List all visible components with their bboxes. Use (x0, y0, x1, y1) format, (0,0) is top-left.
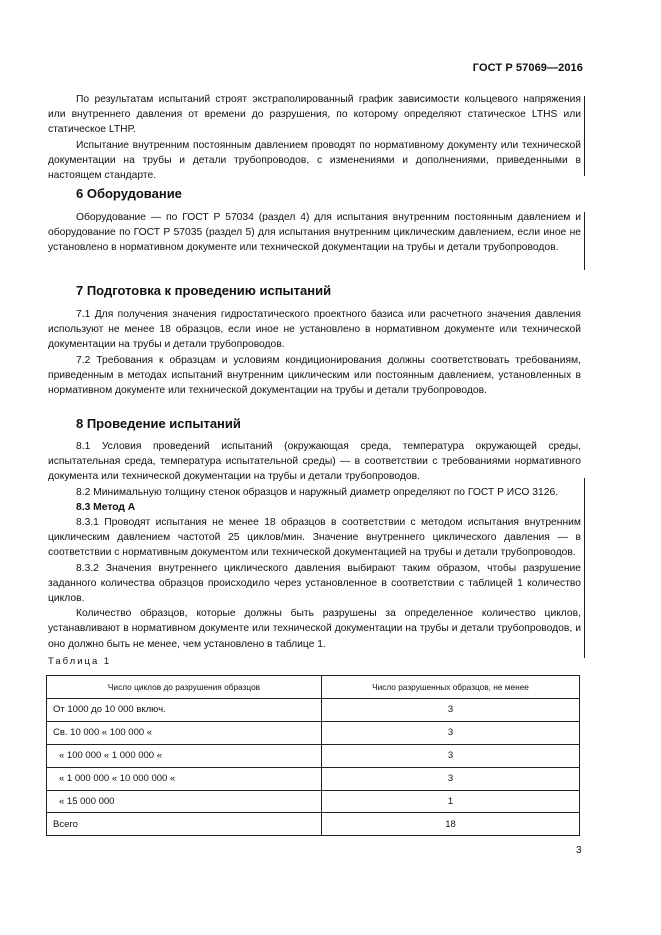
paragraph: 8.3.2 Значения внутреннего циклического давления выбирают таким образом, чтобы разрушение заданного количества образцов происходило через установленное в соответствии с таблицей 1 количество циклов. (48, 562, 581, 605)
paragraph: Количество образцов, которые должны быть разрушены за определенное количество циклов, устанавливают в нормативном документе или технической документации на трубы и детали трубопроводов, и оно должно быть не менее, чем установлено в таблице 1. (48, 608, 581, 650)
column-header: Число циклов до разрушения образцов (47, 676, 322, 699)
table-1 (46, 675, 580, 836)
table-row (47, 767, 580, 790)
samples-cell: 3 (322, 699, 580, 722)
table-header-row (47, 676, 580, 699)
paragraph: 8.1 Условия проведений испытаний (окружающая среда, температура окружающей среды, испытательная среда, температура испытательной среды) — в соответствии с требованиями нормативного документа или технической документации на трубы и детали трубопроводов. (48, 441, 581, 483)
samples-cell: 1 (322, 790, 580, 813)
paragraph: Испытание внутренним постоянным давлением проводят по нормативному документу или технической документации на трубы и детали трубопроводов, с изменениями и дополнениями, приведенными в настоящем стандарте. (48, 139, 581, 182)
cycles-cell: От 1000 до 10 000 включ. (47, 699, 322, 722)
cycles-cell: Св. 10 000 « 100 000 « (47, 721, 322, 744)
paragraph: 8.3.1 Проводят испытания не менее 18 образцов в соответствии с методом испытания внутренним циклическим давлением частотой 25 циклов/мин. Значение внутреннего циклического давления — в соответствии с нормативным документом или технической документацией на трубы и детали трубопроводов. (48, 517, 581, 559)
table-row (47, 744, 580, 767)
samples-cell: 3 (322, 721, 580, 744)
section-heading: 6 Оборудование (76, 186, 182, 201)
samples-cell: 3 (322, 744, 580, 767)
table-caption: Таблица 1 (48, 656, 112, 667)
paragraph: По результатам испытаний строят экстраполированный график зависимости кольцевого напряжения или внутреннего давления от времени до разрушения, по которому определяют статическое LTHS или статическое LTHP. (48, 94, 581, 136)
samples-cell: 18 (322, 813, 580, 836)
change-bar (584, 96, 585, 133)
table-row (47, 813, 580, 836)
section-heading: 8 Проведение испытаний (76, 416, 241, 431)
subsection-heading: 8.3 Метод А (76, 501, 136, 513)
table-row (47, 699, 580, 722)
table-row (47, 721, 580, 744)
change-bar (584, 478, 585, 658)
change-bar (584, 132, 585, 176)
cycles-cell: « 100 000 « 1 000 000 « (47, 744, 322, 767)
paragraph: 7.1 Для получения значения гидростатического проектного базиса или расчетного значения давления используют не менее 18 образцов, если иное не установлено в нормативном документе или технической документации на трубы и детали трубопроводов. (48, 309, 581, 351)
samples-cell: 3 (322, 767, 580, 790)
paragraph: 7.2 Требования к образцам и условиям кондиционирования должны соответствовать требованиям, приведенным в методах испытаний внутренним циклическим или постоянным давлением, установленных в нормативном документе или технической документации на трубы и детали трубопроводов. (48, 354, 581, 397)
paragraph: 8.2 Минимальную толщину стенок образцов и наружный диаметр определяют по ГОСТ Р ИСО 3126. (76, 486, 559, 498)
change-bar (584, 212, 585, 270)
cycles-cell: « 1 000 000 « 10 000 000 « (47, 767, 322, 790)
cycles-cell: Всего (47, 813, 322, 836)
section-6-block (48, 210, 581, 256)
document-id-header: ГОСТ Р 57069—2016 (472, 62, 583, 74)
page-number: 3 (576, 845, 582, 856)
table-row (47, 790, 580, 813)
intro-block (48, 92, 581, 183)
section-heading: 7 Подготовка к проведению испытаний (76, 283, 332, 298)
paragraph: Оборудование — по ГОСТ Р 57034 (раздел 4) для испытания внутренним постоянным давлением и оборудование по ГОСТ Р 57035 (раздел 5) для испытания внутренним циклическим давлением, если иное не установлено в нормативном документе или технической документации на трубы и детали трубопроводов. (48, 212, 581, 254)
column-header: Число разрушенных образцов, не менее (322, 676, 580, 699)
section-7-block (48, 307, 581, 398)
cycles-cell: « 15 000 000 (47, 790, 322, 813)
section-8-block (48, 439, 581, 652)
